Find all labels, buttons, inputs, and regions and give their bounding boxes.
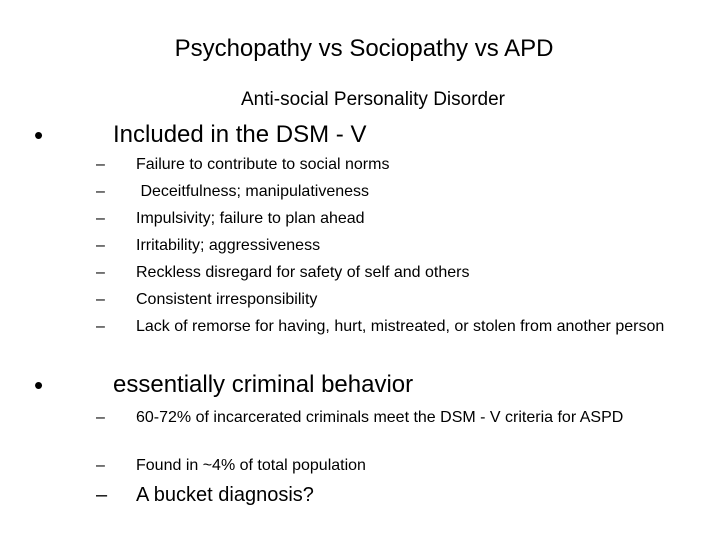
list-item-text: Deceitfulness; manipulativeness [136,183,370,200]
list-item-text: Irritability; aggressiveness [136,237,321,254]
list-item-text: Consistent irresponsibility [136,291,318,308]
list-item-text: 60-72% of incarcerated criminals meet the DSM - V criteria for ASPD [136,409,624,426]
bullet-icon: • [34,370,44,400]
list-item-text: Found in ~4% of total population [136,457,366,474]
list-item-text: Reckless disregard for safety of self and others [136,264,470,281]
dash-icon: – [96,484,108,506]
bullet-icon: • [34,120,44,150]
dash-icon: – [96,210,105,227]
dash-icon: – [96,264,105,281]
dash-icon: – [96,183,105,200]
dash-icon: – [96,457,105,474]
dash-icon: – [96,409,105,426]
list-item-text: Impulsivity; failure to plan ahead [136,210,365,227]
section-heading: Included in the DSM - V [113,121,367,148]
slide-title: Psychopathy vs Sociopathy vs APD [174,35,554,62]
dash-icon: – [96,318,105,335]
slide-subtitle: Anti-social Personality Disorder [241,89,505,110]
list-item-text: Failure to contribute to social norms [136,156,390,173]
section-heading: essentially criminal behavior [113,371,414,398]
dash-icon: – [96,156,105,173]
dash-icon: – [96,291,105,308]
list-item-text: Lack of remorse for having, hurt, mistreated, or stolen from another person [136,318,665,335]
dash-icon: – [96,237,105,254]
list-item-text: A bucket diagnosis? [136,484,314,506]
